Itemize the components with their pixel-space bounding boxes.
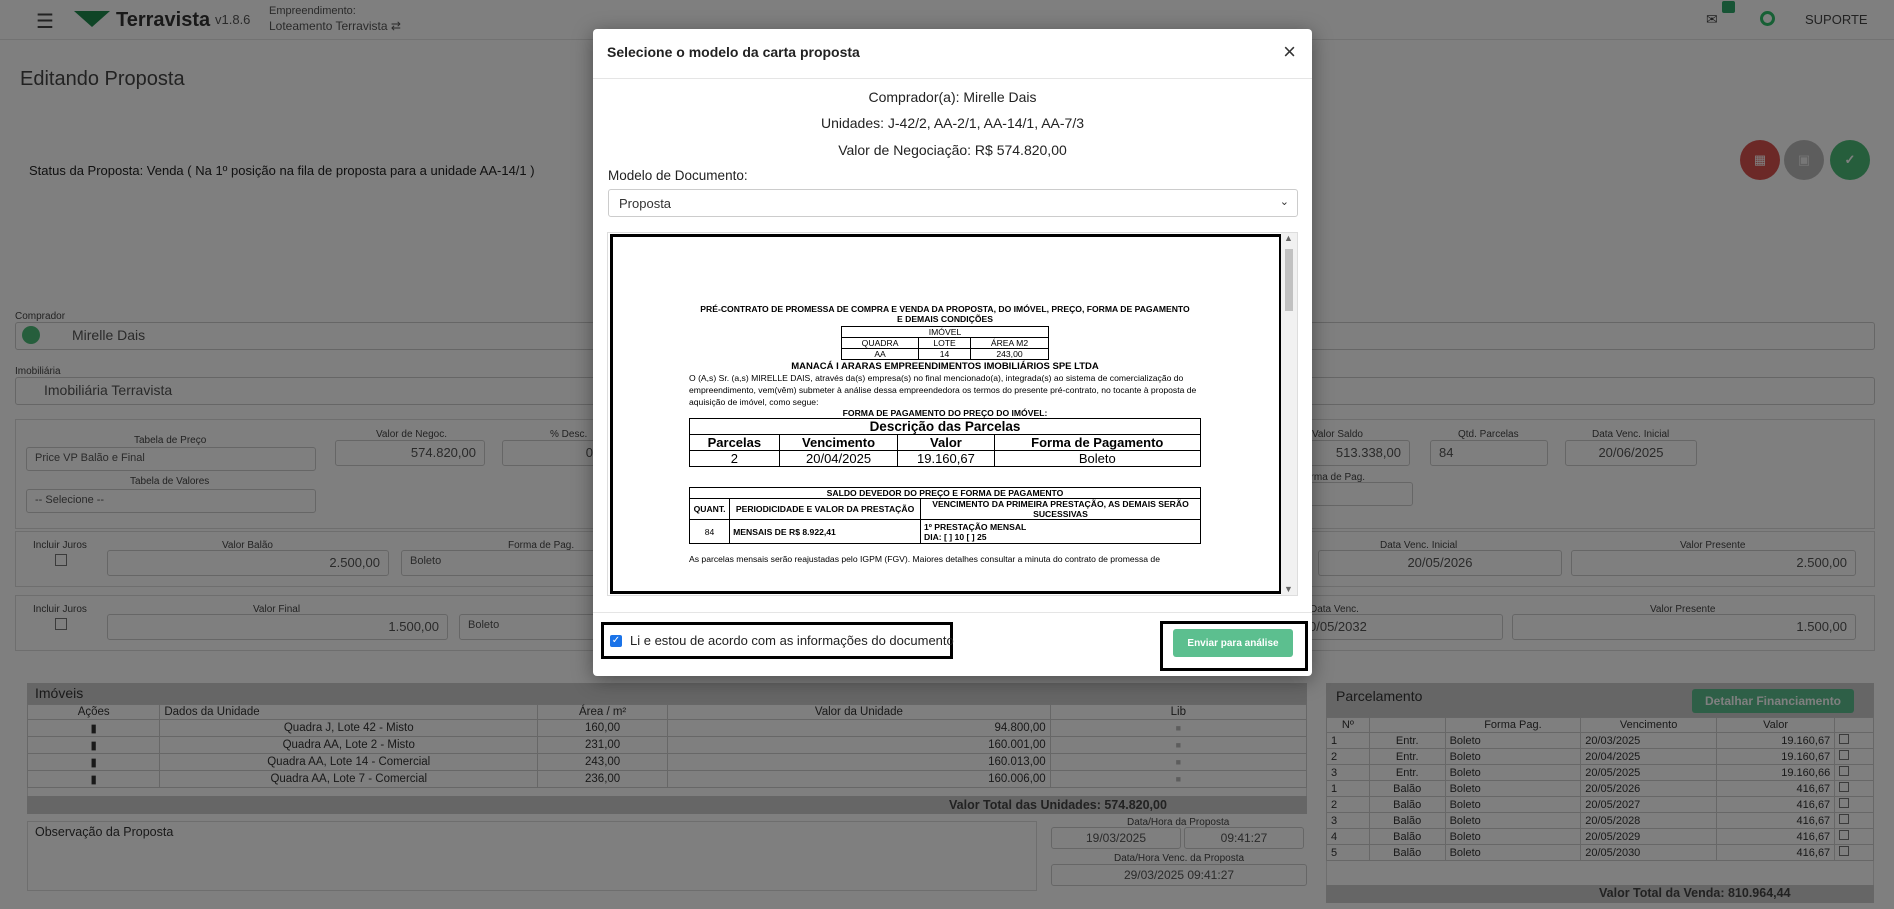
doc-period-h: PERIODICIDADE E VALOR DA PRESTAÇÃO bbox=[730, 499, 921, 520]
modal-unidades: Unidades: J-42/2, AA-2/1, AA-14/1, AA-7/3 bbox=[820, 115, 1085, 131]
agree-label: Li e estou de acordo com as informações do documento bbox=[630, 633, 954, 648]
doc-venc-h: Vencimento bbox=[779, 435, 898, 451]
doc-title: PRÉ-CONTRATO DE PROMESSA DE COMPRA E VENDA DA PROPOSTA, DO IMÓVEL, PREÇO, FORMA DE PAGAMENTO bbox=[700, 304, 1190, 314]
doc-saldo-header: SALDO DEVEDOR DO PREÇO E FORMA DE PAGAMENTO bbox=[690, 488, 1201, 499]
scroll-down-icon[interactable]: ▼ bbox=[1284, 584, 1293, 594]
doc-venc2: DIA: [ ] 10 [ ] 25 bbox=[924, 531, 987, 542]
doc-quadra: AA bbox=[842, 349, 919, 360]
doc-valor: 19.160,67 bbox=[898, 451, 994, 467]
submit-analysis-button[interactable]: Enviar para análise bbox=[1173, 629, 1293, 657]
doc-forma: Boleto bbox=[994, 451, 1200, 467]
doc-paragraph: O (A,s) Sr. (a,s) MIRELLE DAIS, através da(s) empresa(s) no final mencionado(a), integrada(s) ao sistema de comercialização do empreendimento, vem(vêm) submeter à análise dessa empreendedora os termos do presente pré-contrato, no tocante à proposta de aquisição de imóvel, como segue: bbox=[689, 373, 1197, 407]
doc-venc1: 1º PRESTAÇÃO MENSAL bbox=[924, 521, 1027, 532]
doc-forma-h: Forma de Pagamento bbox=[994, 435, 1200, 451]
doc-venc-cell bbox=[921, 520, 1201, 544]
modelo-label: Modelo de Documento: bbox=[608, 168, 748, 183]
doc-area: 243,00 bbox=[971, 349, 1049, 360]
doc-venc: 20/04/2025 bbox=[779, 451, 898, 467]
scroll-up-icon[interactable]: ▲ bbox=[1284, 233, 1293, 243]
doc-saldo-table bbox=[689, 487, 1201, 544]
modelo-value: Proposta bbox=[619, 196, 672, 211]
doc-parcelas-table bbox=[689, 418, 1201, 467]
modal-header bbox=[593, 29, 1312, 79]
modal-valor: Valor de Negociação: R$ 574.820,00 bbox=[838, 142, 1067, 158]
scroll-thumb[interactable] bbox=[1285, 249, 1293, 311]
doc-imovel-header: IMÓVEL bbox=[842, 327, 1049, 338]
doc-desc-header: Descrição das Parcelas bbox=[690, 419, 1201, 435]
modal-footer bbox=[593, 612, 1312, 676]
doc-quant-h: QUANT. bbox=[690, 499, 730, 520]
doc-company: MANACÁ I ARARAS EMPREENDIMENTOS IMOBILIÁRIOS SPE LTDA bbox=[791, 361, 1099, 372]
chevron-down-icon: ⌄ bbox=[1279, 196, 1289, 208]
modal-title: Selecione o modelo da carta proposta bbox=[607, 44, 860, 60]
doc-lote: 14 bbox=[919, 349, 971, 360]
doc-area-header: ÁREA M2 bbox=[971, 338, 1049, 349]
agree-checkbox-group[interactable] bbox=[601, 622, 953, 659]
doc-foot: As parcelas mensais serão reajustadas pelo IGPM (FGV). Maiores detalhes consultar a minuta do contrato de promessa de bbox=[689, 554, 1160, 564]
doc-parcelas: 2 bbox=[690, 451, 780, 467]
modelo-select[interactable] bbox=[608, 189, 1298, 217]
doc-quadra-header: QUADRA bbox=[842, 338, 919, 349]
doc-quant: 84 bbox=[690, 520, 730, 544]
proposal-template-modal bbox=[593, 29, 1312, 676]
agree-checkbox[interactable]: ✓ bbox=[611, 635, 621, 646]
doc-period: MENSAIS DE R$ 8.922,41 bbox=[730, 520, 921, 544]
document-preview[interactable] bbox=[607, 232, 1298, 596]
doc-title-2: E DEMAIS CONDIÇÕES bbox=[897, 314, 993, 324]
doc-lote-header: LOTE bbox=[919, 338, 971, 349]
document-scrollbar[interactable] bbox=[1281, 233, 1297, 595]
document-content bbox=[689, 304, 1201, 564]
document-frame bbox=[610, 234, 1282, 594]
doc-parcelas-h: Parcelas bbox=[690, 435, 780, 451]
doc-venc1-h: VENCIMENTO DA PRIMEIRA PRESTAÇÃO, AS DEMAIS SERÃO SUCESSIVAS bbox=[921, 499, 1201, 520]
doc-valor-h: Valor bbox=[898, 435, 994, 451]
modal-comprador: Comprador(a): Mirelle Dais bbox=[868, 89, 1037, 105]
close-icon[interactable]: × bbox=[1283, 39, 1296, 64]
doc-imovel-table bbox=[841, 326, 1049, 360]
doc-forma-header: FORMA DE PAGAMENTO DO PREÇO DO IMÓVEL: bbox=[842, 408, 1048, 418]
